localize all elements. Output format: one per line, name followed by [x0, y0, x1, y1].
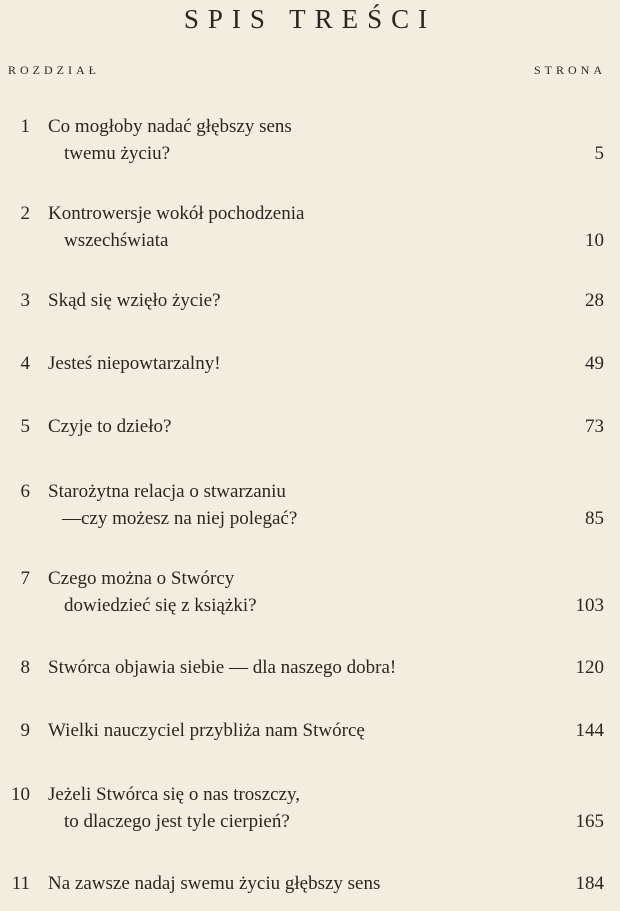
- chapter-number: 1: [20, 116, 30, 137]
- chapter-title-line2: dowiedzieć się z książki?: [64, 595, 257, 616]
- page-column-header: STRONA: [533, 63, 606, 77]
- chapter-number: 7: [20, 568, 30, 589]
- page-number: 103: [575, 595, 604, 616]
- page-number: 165: [575, 811, 604, 832]
- chapter-title-line1: Jeżeli Stwórca się o nas troszczy,: [48, 784, 301, 805]
- chapter-number: 2: [20, 203, 30, 224]
- page-number: 73: [585, 416, 604, 437]
- chapter-title-line2: twemu życiu?: [64, 143, 171, 164]
- chapter-number: 8: [20, 657, 30, 678]
- chapter-title-line1: Kontrowersje wokół pochodzenia: [48, 203, 305, 224]
- chapter-number: 4: [20, 353, 30, 374]
- page-number: 85: [585, 508, 604, 529]
- chapter-title: Czyje to dzieło?: [48, 416, 172, 437]
- column-headers: [8, 63, 606, 81]
- page-number: 49: [585, 353, 604, 374]
- chapter-number: 3: [20, 290, 30, 311]
- chapter-number: 10: [11, 784, 30, 805]
- chapter-title-line1: Co mogłoby nadać głębszy sens: [48, 116, 292, 137]
- chapter-number: 11: [11, 873, 30, 894]
- chapter-title-line2: —czy możesz na niej polegać?: [62, 508, 298, 529]
- page-number: 28: [585, 290, 604, 311]
- page-number: 10: [585, 230, 604, 251]
- chapter-title-line2: to dlaczego jest tyle cierpień?: [64, 811, 290, 832]
- chapter-number: 9: [20, 720, 30, 741]
- page-number: 184: [575, 873, 604, 894]
- chapter-number: 5: [20, 416, 30, 437]
- page-title: SPIS TREŚCI: [183, 4, 437, 34]
- chapter-column-header: ROZDZIAŁ: [8, 63, 100, 77]
- chapter-number: 6: [20, 481, 30, 502]
- chapter-title-line2: wszechświata: [64, 230, 169, 251]
- chapter-title: Wielki nauczyciel przybliża nam Stwórcę: [48, 720, 365, 741]
- chapter-title-line1: Starożytna relacja o stwarzaniu: [48, 481, 286, 502]
- page-number: 120: [575, 657, 604, 678]
- chapter-title-line1: Czego można o Stwórcy: [48, 568, 235, 589]
- chapter-title: Stwórca objawia siebie — dla naszego dobra!: [48, 657, 397, 678]
- chapter-title: Na zawsze nadaj swemu życiu głębszy sens: [48, 873, 381, 894]
- chapter-title: Jesteś niepowtarzalny!: [48, 353, 221, 374]
- page-number: 5: [594, 143, 604, 164]
- page-number: 144: [575, 720, 604, 741]
- chapter-title: Skąd się wzięło życie?: [48, 290, 221, 311]
